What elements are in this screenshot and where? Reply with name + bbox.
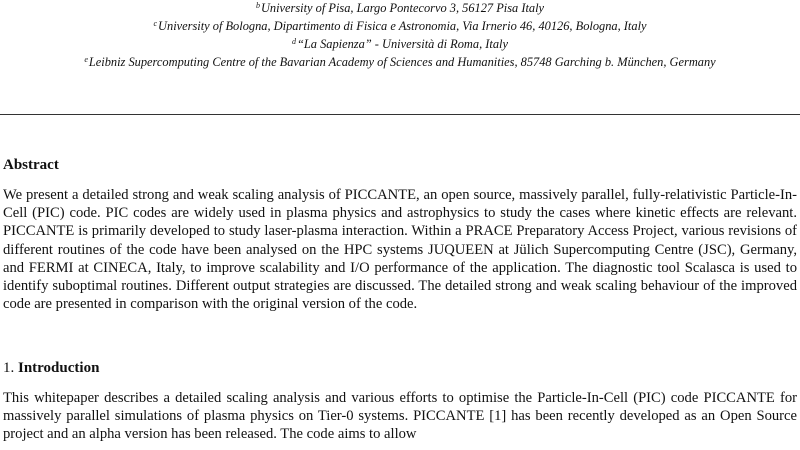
affiliation-d: $^d$“La Sapienza” - Università di Roma, Italy [292, 37, 508, 51]
affiliations [0, 0, 800, 70]
section-number: 1. [3, 360, 15, 376]
introduction-body: This whitepaper describes a detailed scaling analysis and various efforts to optimise the Particle-In-Cell (PIC) code PICCANTE for massively parallel simulations of plasma physics on Tier-0 systems. PICCANTE [1] has been recently developed as an Open Source project and an alpha version has been released. The code aims to allow [3, 390, 797, 443]
section-title: Introduction [18, 360, 100, 376]
section-heading-introduction [3, 360, 99, 377]
affiliation-c: $^c$University of Bologna, Dipartimento di Fisica e Astronomia, Via Irnerio 46, 40126, Bologna, Italy [153, 19, 647, 33]
abstract-body: We present a detailed strong and weak scaling analysis of PICCANTE, an open source, massively parallel, fully-relativistic Particle-In-Cell (PIC) code. PIC codes are widely used in plasma physics and astrophysics to study the cases where kinetic effects are relevant. PICCANTE is primarily developed to study laser-plasma interaction. Within a PRACE Preparatory Access Project, various revisions of different routines of the code have been analysed on the HPC systems JUQUEEN at Jülich Supercomputing Centre (JSC), Germany, and FERMI at CINECA, Italy, to improve scalability and I/O performance of the application. The diagnostic tool Scalasca is used to identify suboptimal routines. Different output strategies are discussed. The detailed strong and weak scaling behaviour of the improved code are presented in comparison with the original version of the code. [3, 187, 797, 313]
affiliation-e: $^e$Leibniz Supercomputing Centre of the Bavarian Academy of Sciences and Humanities, 85748 Garching b. München, Germany [84, 55, 716, 69]
affiliation-b: $^b$University of Pisa, Largo Pontecorvo 3, 56127 Pisa Italy [255, 1, 545, 15]
abstract-heading: Abstract [3, 157, 59, 173]
header-divider [0, 114, 800, 115]
